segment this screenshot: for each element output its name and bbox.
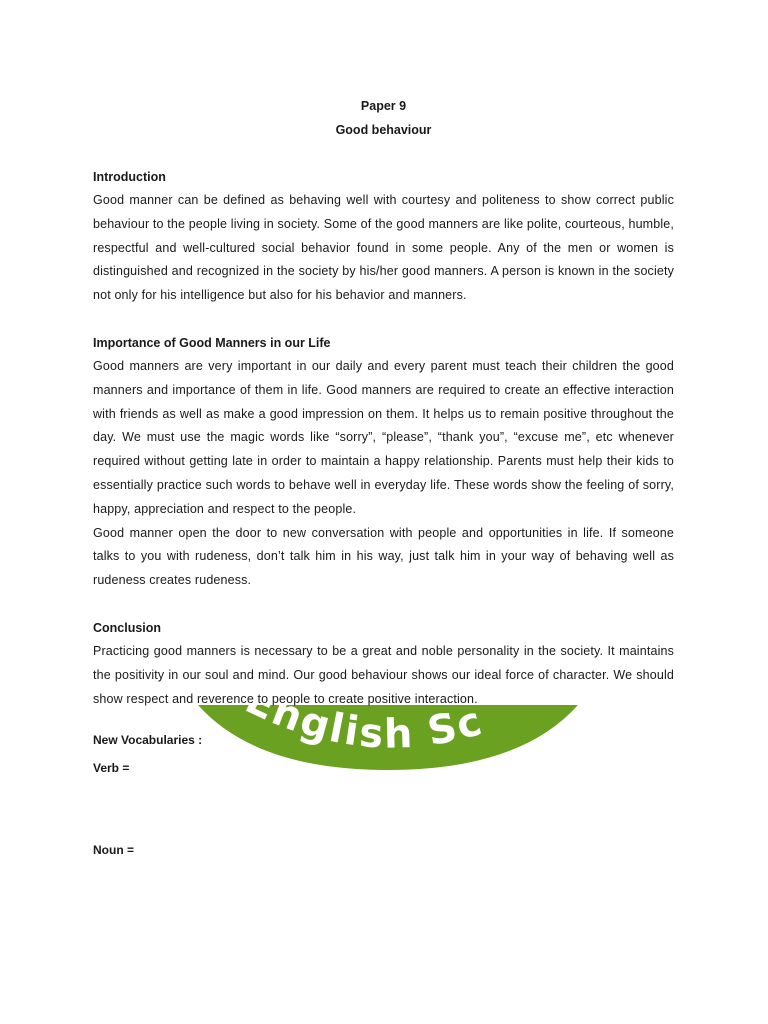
paragraph-importance-2: Good manner open the door to new conversation with people and opportunities in life. If someone talks to you with rudeness, don’t talk him in his way, just talk him in your way of behaving well as rudeness creates rudeness. [93, 525, 674, 588]
document-body [93, 94, 674, 711]
paragraph-conclusion: Practicing good manners is necessary to be a great and noble personality in the society. It maintains the positivity in our soul and mind. Our good behaviour shows our ideal force of character. We should show respect and reverence to people to create positive interaction. [93, 643, 674, 706]
paper-label: Paper 9 [360, 99, 407, 113]
paragraph-importance-1: Good manners are very important in our daily and every parent must teach their children the good manners and importance of them in life. Good manners are required to create an effective interaction with friends as well as make a good impression on them. It helps us to remain positive throughout the day. We must use the magic words like “sorry”, “please”, “thank you”, “excuse me”, etc whenever required without getting late in order to maintain a happy relationship. Parents must help their kids to essentially practice such words to behave well in everyday life. These words show the feeling of sorry, happy, appreciation and respect to the people. [93, 358, 674, 516]
watermark-text: -English Sc [221, 668, 489, 758]
noun-label: Noun = [93, 843, 134, 857]
section-heading-importance: Importance of Good Manners in our Life [93, 335, 331, 350]
document-title: Good behaviour [335, 123, 432, 137]
vocab-heading: New Vocabularies : [93, 733, 203, 747]
verb-label: Verb = [93, 761, 130, 775]
paragraph-introduction: Good manner can be defined as behaving well with courtesy and politeness to show correct public behaviour to the people living in society. Some of the good manners are like polite, courteous, humble, respectful and well-cultured social behavior found in some people. Any of the men or women is distinguished and recognized in the society by his/her good manners. A person is known in the society not only for his intelligence but also for his behavior and manners. [93, 193, 674, 303]
section-heading-introduction: Introduction [93, 170, 166, 184]
section-heading-conclusion: Conclusion [93, 620, 162, 635]
